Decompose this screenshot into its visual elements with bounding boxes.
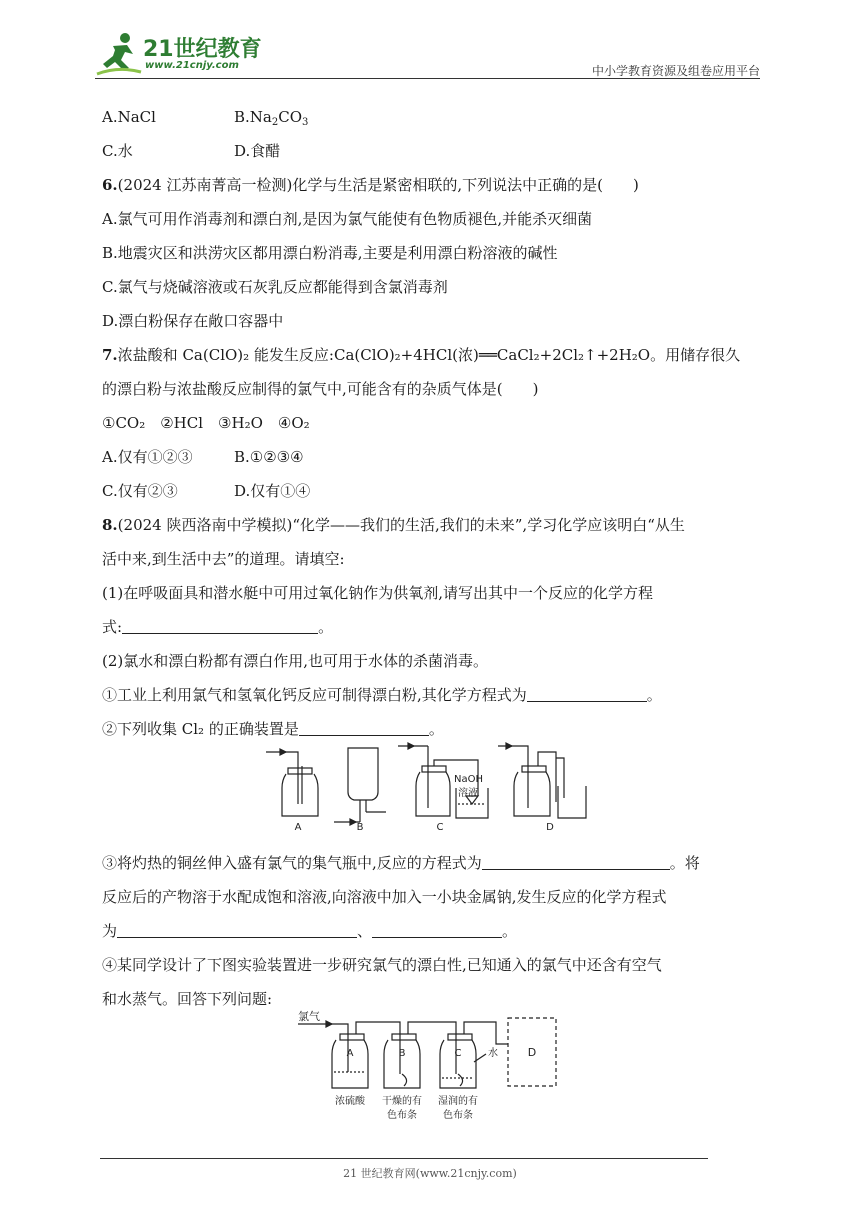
q8-p2-3-end: 。	[502, 922, 518, 940]
q8-p2-3-prefix: 为	[102, 922, 118, 940]
q7-option-d: D.仅有①④	[234, 482, 311, 500]
answer-blank[interactable]	[482, 851, 670, 870]
q8-p2-3-sep: 、	[357, 922, 373, 940]
q8-p2-3-suffix: 。将	[669, 854, 700, 872]
question-content	[102, 100, 762, 1016]
header-divider	[95, 78, 760, 79]
q8-p1-suffix: 。	[318, 618, 334, 636]
q8-text: (2024 陕西洛南中学模拟)“化学——我们的生活,我们的未来”,学习化学应该明白“从生	[117, 516, 685, 534]
bottle-c-label: C	[454, 1048, 462, 1059]
caption-c-1: 湿润的有	[438, 1096, 478, 1107]
apparatus-a	[266, 749, 318, 816]
q8-p2-1-text: ①工业上利用氯气和氢氧化钙反应可制得漂白粉,其化学方程式为	[102, 686, 527, 704]
bottle-b-label: B	[398, 1048, 406, 1059]
q8-part2-3-line-2: 反应后的产物溶于水配成饱和溶液,向溶液中加入一小块金属钠,发生反应的化学方程式	[102, 888, 667, 906]
q8-part2-4-line-1: ④某同学设计了下图实验装置进一步研究氯气的漂白性,已知通入的氯气中还含有空气	[102, 956, 662, 974]
naoh-label: NaOH	[454, 774, 483, 785]
caption-b-2: 色布条	[387, 1110, 417, 1121]
q5-option-b	[234, 100, 308, 134]
q7-options-row-1	[102, 440, 762, 474]
q8-part2-4-line-2: 和水蒸气。回答下列问题:	[102, 990, 273, 1008]
box-d-label: D	[527, 1046, 537, 1059]
q8-part2-1	[102, 678, 762, 712]
question-number: 6.	[102, 176, 118, 194]
caption-b-1: 干燥的有	[382, 1096, 422, 1107]
q7-text: 浓盐酸和 Ca(ClO)₂ 能发生反应:Ca(ClO)₂+4HCl(浓)══CaCl₂+2Cl₂↑+2H₂O。用储存很久	[117, 346, 741, 364]
q7-stem-line-2: 的漂白粉与浓盐酸反应制得的氯气中,可能含有的杂质气体是( )	[102, 380, 539, 398]
q8-p2-2-text: ②下列收集 Cl₂ 的正确装置是	[102, 720, 299, 738]
q6-stem	[102, 168, 762, 202]
logo	[95, 30, 265, 76]
q7-option-b: B.①②③④	[234, 448, 304, 466]
q8-p2-2-suffix: 。	[428, 720, 444, 738]
water-label: 水	[488, 1048, 498, 1059]
q6-option-a: A.氯气可用作消毒剂和漂白剂,是因为氯气能使有色物质褪色,并能杀灭细菌	[102, 210, 593, 228]
page-footer: 21 世纪教育网(www.21cnjy.com)	[343, 1167, 517, 1180]
q8-part2-2	[102, 712, 762, 746]
gas-collection-apparatus-figure	[262, 742, 602, 834]
label-d: D	[546, 822, 554, 833]
q8-stem-line-2: 活中来,到生活中去”的道理。请填空:	[102, 550, 345, 568]
q5-option-b-text2: CO	[278, 108, 303, 126]
q8-p2-1-suffix: 。	[646, 686, 662, 704]
q8-part2-3-line-3	[102, 914, 762, 948]
q5-option-d: D.食醋	[234, 142, 281, 160]
q5-options-row-1	[102, 100, 762, 134]
q5-option-b-text: B.Na	[234, 108, 272, 126]
chlorine-gas-label: 氯气	[298, 1010, 320, 1023]
q6-stem-text: (2024 江苏南菁高一检测)化学与生活是紧密相联的,下列说法中正确的是( )	[117, 176, 639, 194]
subscript: 2	[271, 117, 279, 128]
q5-options-row-2	[102, 134, 762, 168]
q6-option-c: C.氯气与烧碱溶液或石灰乳反应都能得到含氯消毒剂	[102, 278, 448, 296]
question-number: 7.	[102, 346, 118, 364]
q8-stem-line-1	[102, 508, 762, 542]
q8-part2-3-line-1	[102, 846, 762, 880]
q8-part1-line-1: (1)在呼吸面具和潜水艇中可用过氧化钠作为供氧剂,请写出其中一个反应的化学方程	[102, 584, 654, 602]
caption-c-2: 色布条	[443, 1110, 473, 1121]
q7-stem-line-1	[102, 338, 762, 372]
q7-option-c: C.仅有②③	[102, 482, 178, 500]
page-header	[95, 30, 760, 80]
apparatus-d	[498, 743, 586, 818]
answer-blank[interactable]	[117, 919, 357, 938]
q8-p1-prefix: 式:	[102, 618, 123, 636]
label-a: A	[294, 822, 302, 833]
bleaching-experiment-figure	[296, 1004, 566, 1126]
question-number: 8.	[102, 516, 118, 534]
q5-option-c: C.水	[102, 142, 133, 160]
solution-label: 溶液	[458, 788, 478, 799]
answer-blank[interactable]	[527, 683, 647, 702]
footer-divider	[100, 1158, 708, 1159]
q6-option-d: D.漂白粉保存在敞口容器中	[102, 312, 284, 330]
q8-part2: (2)氯水和漂白粉都有漂白作用,也可用于水体的杀菌消毒。	[102, 652, 489, 670]
bottle-a-label: A	[346, 1048, 354, 1059]
label-b: B	[356, 822, 364, 833]
answer-blank[interactable]	[122, 615, 318, 634]
q8-part1-line-2	[102, 610, 762, 644]
q8-p2-3-text: ③将灼热的铜丝伸入盛有氯气的集气瓶中,反应的方程式为	[102, 854, 482, 872]
answer-blank[interactable]	[372, 919, 502, 938]
runner-logo-icon	[95, 30, 143, 76]
label-c: C	[436, 822, 444, 833]
subscript: 3	[302, 117, 309, 128]
caption-a: 浓硫酸	[335, 1096, 365, 1107]
header-tagline: 中小学教育资源及组卷应用平台	[591, 64, 760, 78]
q7-items: ①CO₂ ②HCl ③H₂O ④O₂	[102, 414, 310, 432]
q7-options-row-2	[102, 474, 762, 508]
q6-option-b: B.地震灾区和洪涝灾区都用漂白粉消毒,主要是利用漂白粉溶液的碱性	[102, 244, 558, 262]
answer-blank[interactable]	[299, 717, 429, 736]
logo-url: www.21cnjy.com	[145, 60, 239, 71]
q7-option-a: A.仅有①②③	[102, 448, 193, 466]
logo-text: 21世纪教育	[143, 37, 262, 62]
q5-option-a: A.NaCl	[102, 108, 156, 126]
apparatus-b	[334, 748, 386, 825]
